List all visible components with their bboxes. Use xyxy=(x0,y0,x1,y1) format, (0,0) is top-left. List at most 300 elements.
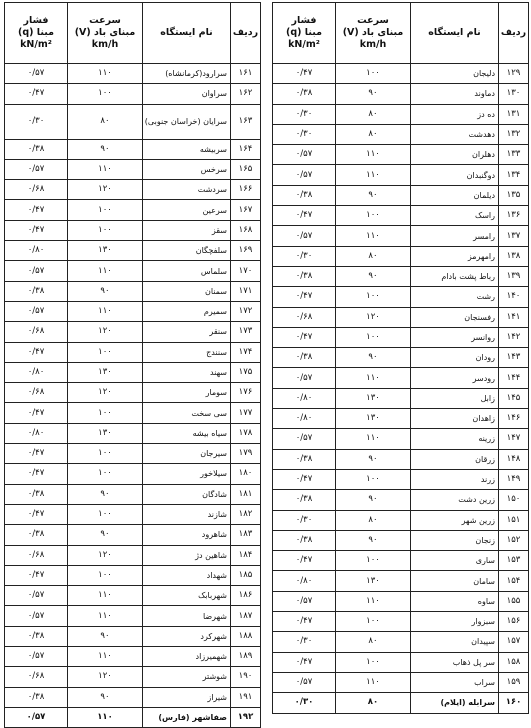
cell-radif: ۱۷۵ xyxy=(231,362,261,382)
cell-speed: ۱۱۰ xyxy=(68,647,143,667)
cell-pressure: ۰/۵۷ xyxy=(273,368,336,388)
header-pressure-line2: مبنا (q) xyxy=(285,27,322,38)
cell-speed: ۱۳۰ xyxy=(336,571,411,591)
table-row xyxy=(5,667,261,687)
cell-station: سیرجان xyxy=(143,444,231,464)
cell-station: زرند xyxy=(411,469,499,489)
cell-station: سبزوار xyxy=(411,612,499,632)
cell-speed: ۹۰ xyxy=(68,626,143,646)
cell-speed: ۱۱۰ xyxy=(68,64,143,84)
cell-station: سراوان xyxy=(143,84,231,104)
cell-station: روانسر xyxy=(411,327,499,347)
table-row xyxy=(273,652,529,672)
cell-station: سیاه بیشه xyxy=(143,423,231,443)
table-row xyxy=(5,586,261,606)
cell-pressure: ۰/۴۷ xyxy=(273,612,336,632)
cell-radif: ۱۴۵ xyxy=(499,388,529,408)
cell-speed: ۱۲۰ xyxy=(68,322,143,342)
cell-radif: ۱۷۴ xyxy=(231,342,261,362)
cell-radif: ۱۵۵ xyxy=(499,591,529,611)
cell-station: سهند xyxy=(143,362,231,382)
cell-pressure: ۰/۵۷ xyxy=(273,591,336,611)
cell-radif: ۱۵۸ xyxy=(499,652,529,672)
cell-station: سرعین xyxy=(143,200,231,220)
table-row xyxy=(273,632,529,652)
cell-speed: ۹۰ xyxy=(336,530,411,550)
cell-speed: ۹۰ xyxy=(336,266,411,286)
header-pressure-unit: kN/m² xyxy=(20,39,52,50)
cell-speed: ۱۰۰ xyxy=(68,464,143,484)
table-row xyxy=(5,383,261,403)
cell-speed: ۱۰۰ xyxy=(68,444,143,464)
cell-radif: ۱۵۶ xyxy=(499,612,529,632)
cell-radif: ۱۶۵ xyxy=(231,159,261,179)
cell-station: زرینه xyxy=(411,429,499,449)
cell-speed: ۱۲۰ xyxy=(336,307,411,327)
header-pressure-line1: فشار xyxy=(291,15,317,26)
table-row xyxy=(273,368,529,388)
table-row xyxy=(5,322,261,342)
cell-speed: ۹۰ xyxy=(336,84,411,104)
table-row xyxy=(5,342,261,362)
cell-radif: ۱۳۸ xyxy=(499,246,529,266)
cell-radif: ۱۴۹ xyxy=(499,469,529,489)
table-row xyxy=(5,403,261,423)
cell-pressure: ۰/۳۸ xyxy=(273,266,336,286)
cell-station: صفاشهر (فارس) xyxy=(143,707,231,727)
cell-pressure: ۰/۴۷ xyxy=(5,444,68,464)
cell-pressure: ۰/۳۸ xyxy=(273,490,336,510)
cell-station: سردشت xyxy=(143,180,231,200)
cell-radif: ۱۴۳ xyxy=(499,348,529,368)
cell-pressure: ۰/۵۷ xyxy=(5,606,68,626)
cell-pressure: ۰/۳۰ xyxy=(273,246,336,266)
table-row xyxy=(5,626,261,646)
cell-station: شهربابک xyxy=(143,586,231,606)
cell-radif: ۱۳۱ xyxy=(499,104,529,124)
cell-speed: ۱۱۰ xyxy=(68,159,143,179)
cell-pressure: ۰/۶۸ xyxy=(273,307,336,327)
header-pressure xyxy=(5,3,68,64)
cell-station: سی سخت xyxy=(143,403,231,423)
table-row xyxy=(273,124,529,144)
cell-station: سرارود(کرمانشاه) xyxy=(143,64,231,84)
table-header-row xyxy=(5,3,261,64)
cell-pressure: ۰/۴۷ xyxy=(273,551,336,571)
cell-speed: ۸۰ xyxy=(68,104,143,139)
wind-table-right xyxy=(272,2,529,714)
cell-pressure: ۰/۴۷ xyxy=(5,220,68,240)
cell-station: سنندج xyxy=(143,342,231,362)
cell-speed: ۸۰ xyxy=(336,246,411,266)
cell-pressure: ۰/۳۸ xyxy=(5,139,68,159)
cell-pressure: ۰/۳۸ xyxy=(273,84,336,104)
cell-station: رودسر xyxy=(411,368,499,388)
cell-pressure: ۰/۳۰ xyxy=(273,104,336,124)
cell-pressure: ۰/۳۸ xyxy=(5,525,68,545)
table-row xyxy=(273,206,529,226)
table-row xyxy=(5,423,261,443)
table-row xyxy=(273,348,529,368)
table-row xyxy=(5,220,261,240)
cell-pressure: ۰/۵۷ xyxy=(5,159,68,179)
cell-pressure: ۰/۴۷ xyxy=(273,206,336,226)
cell-speed: ۱۲۰ xyxy=(68,667,143,687)
cell-radif: ۱۸۷ xyxy=(231,606,261,626)
cell-pressure: ۰/۳۰ xyxy=(273,632,336,652)
table-row xyxy=(5,525,261,545)
cell-pressure: ۰/۵۷ xyxy=(273,165,336,185)
cell-pressure: ۰/۳۸ xyxy=(5,281,68,301)
cell-station: سامان xyxy=(411,571,499,591)
cell-station: شوشتر xyxy=(143,667,231,687)
cell-pressure: ۰/۳۰ xyxy=(273,124,336,144)
table-row xyxy=(273,490,529,510)
cell-radif: ۱۸۳ xyxy=(231,525,261,545)
cell-pressure: ۰/۶۸ xyxy=(5,180,68,200)
table-row xyxy=(273,307,529,327)
cell-speed: ۸۰ xyxy=(336,632,411,652)
cell-radif: ۱۴۴ xyxy=(499,368,529,388)
cell-pressure: ۰/۶۸ xyxy=(5,383,68,403)
cell-radif: ۱۸۶ xyxy=(231,586,261,606)
cell-radif: ۱۸۹ xyxy=(231,647,261,667)
cell-station: شاهین دژ xyxy=(143,545,231,565)
table-row xyxy=(273,388,529,408)
cell-radif: ۱۵۹ xyxy=(499,672,529,692)
cell-pressure: ۰/۸۰ xyxy=(5,362,68,382)
cell-speed: ۱۱۰ xyxy=(68,606,143,626)
cell-station: زرین دشت xyxy=(411,490,499,510)
cell-radif: ۱۸۵ xyxy=(231,565,261,585)
table-row xyxy=(5,687,261,707)
table-row xyxy=(273,429,529,449)
cell-station: شهداد xyxy=(143,565,231,585)
cell-pressure: ۰/۸۰ xyxy=(5,241,68,261)
table-row xyxy=(5,180,261,200)
header-speed xyxy=(336,3,411,64)
cell-speed: ۱۱۰ xyxy=(336,672,411,692)
cell-speed: ۱۱۰ xyxy=(68,301,143,321)
cell-radif: ۱۳۳ xyxy=(499,145,529,165)
cell-radif: ۱۳۴ xyxy=(499,165,529,185)
cell-pressure: ۰/۴۷ xyxy=(5,200,68,220)
cell-radif: ۱۳۰ xyxy=(499,84,529,104)
cell-pressure: ۰/۳۸ xyxy=(5,484,68,504)
cell-pressure: ۰/۴۷ xyxy=(5,565,68,585)
cell-station: رامهرمز xyxy=(411,246,499,266)
cell-radif: ۱۷۲ xyxy=(231,301,261,321)
cell-radif: ۱۹۲ xyxy=(231,707,261,727)
cell-radif: ۱۵۲ xyxy=(499,530,529,550)
cell-station: سلفچگان xyxy=(143,241,231,261)
cell-pressure: ۰/۶۸ xyxy=(5,667,68,687)
cell-station: زابل xyxy=(411,388,499,408)
table-row xyxy=(273,185,529,205)
cell-station: رشت xyxy=(411,287,499,307)
cell-pressure: ۰/۳۸ xyxy=(5,626,68,646)
cell-speed: ۱۰۰ xyxy=(336,612,411,632)
cell-speed: ۱۱۰ xyxy=(336,429,411,449)
cell-pressure: ۰/۴۷ xyxy=(5,464,68,484)
table-row xyxy=(273,530,529,550)
table-row xyxy=(273,510,529,530)
cell-station: سر پل ذهاب xyxy=(411,652,499,672)
header-speed-line1: سرعت xyxy=(89,15,121,26)
cell-speed: ۱۱۰ xyxy=(336,145,411,165)
cell-speed: ۱۱۰ xyxy=(336,165,411,185)
cell-pressure: ۰/۴۷ xyxy=(273,327,336,347)
table-row xyxy=(5,504,261,524)
cell-station: رودان xyxy=(411,348,499,368)
cell-pressure: ۰/۵۷ xyxy=(5,707,68,727)
cell-station: راسک xyxy=(411,206,499,226)
cell-pressure: ۰/۶۸ xyxy=(5,322,68,342)
cell-pressure: ۰/۴۷ xyxy=(273,64,336,84)
header-pressure-unit: kN/m² xyxy=(288,39,320,50)
table-row xyxy=(273,551,529,571)
header-radif: ردیف xyxy=(231,3,261,64)
wind-table-left xyxy=(4,2,261,728)
table-row xyxy=(5,64,261,84)
cell-pressure: ۰/۴۷ xyxy=(5,504,68,524)
cell-speed: ۹۰ xyxy=(336,449,411,469)
table-row xyxy=(5,241,261,261)
cell-station: دیلمان xyxy=(411,185,499,205)
cell-speed: ۱۰۰ xyxy=(336,287,411,307)
cell-pressure: ۰/۵۷ xyxy=(5,647,68,667)
cell-station: سرابله (ایلام) xyxy=(411,693,499,713)
cell-speed: ۱۰۰ xyxy=(336,551,411,571)
table-row xyxy=(273,469,529,489)
header-station: نام ایستگاه xyxy=(411,3,499,64)
cell-speed: ۱۰۰ xyxy=(336,469,411,489)
cell-radif: ۱۴۶ xyxy=(499,409,529,429)
cell-pressure: ۰/۳۰ xyxy=(273,510,336,530)
cell-radif: ۱۹۱ xyxy=(231,687,261,707)
cell-station: شهرکرد xyxy=(143,626,231,646)
cell-radif: ۱۳۲ xyxy=(499,124,529,144)
cell-speed: ۱۰۰ xyxy=(68,220,143,240)
cell-station: شادگان xyxy=(143,484,231,504)
cell-pressure: ۰/۸۰ xyxy=(273,388,336,408)
table-row xyxy=(273,287,529,307)
cell-speed: ۹۰ xyxy=(336,185,411,205)
cell-speed: ۱۰۰ xyxy=(68,565,143,585)
table-row xyxy=(5,281,261,301)
cell-radif: ۱۵۰ xyxy=(499,490,529,510)
cell-radif: ۱۳۶ xyxy=(499,206,529,226)
table-header-row xyxy=(273,3,529,64)
cell-station: شهمیرزاد xyxy=(143,647,231,667)
cell-pressure: ۰/۳۰ xyxy=(5,104,68,139)
cell-speed: ۱۰۰ xyxy=(336,64,411,84)
cell-radif: ۱۳۷ xyxy=(499,226,529,246)
cell-station: سربیشه xyxy=(143,139,231,159)
cell-radif: ۱۴۷ xyxy=(499,429,529,449)
cell-pressure: ۰/۴۷ xyxy=(5,403,68,423)
table-row xyxy=(273,327,529,347)
cell-radif: ۱۷۹ xyxy=(231,444,261,464)
cell-speed: ۹۰ xyxy=(68,525,143,545)
cell-station: دماوند xyxy=(411,84,499,104)
cell-station: شازند xyxy=(143,504,231,524)
cell-pressure: ۰/۴۷ xyxy=(273,469,336,489)
table-row xyxy=(5,104,261,139)
table-row xyxy=(273,612,529,632)
cell-pressure: ۰/۵۷ xyxy=(273,226,336,246)
cell-radif: ۱۷۰ xyxy=(231,261,261,281)
cell-radif: ۱۵۱ xyxy=(499,510,529,530)
header-radif: ردیف xyxy=(499,3,529,64)
cell-pressure: ۰/۵۷ xyxy=(273,672,336,692)
cell-radif: ۱۶۹ xyxy=(231,241,261,261)
table-row xyxy=(273,409,529,429)
cell-station: سلماس xyxy=(143,261,231,281)
cell-speed: ۱۱۰ xyxy=(68,586,143,606)
cell-station: زاهدان xyxy=(411,409,499,429)
cell-radif: ۱۴۸ xyxy=(499,449,529,469)
header-speed-line2: مبنای باد (V) xyxy=(342,27,404,38)
cell-speed: ۸۰ xyxy=(336,693,411,713)
table-row xyxy=(5,159,261,179)
cell-radif: ۱۷۱ xyxy=(231,281,261,301)
cell-station: سرایان (خراسان جنوبی) xyxy=(143,104,231,139)
cell-speed: ۹۰ xyxy=(336,348,411,368)
cell-speed: ۱۰۰ xyxy=(68,84,143,104)
table-row xyxy=(273,145,529,165)
cell-speed: ۱۲۰ xyxy=(68,545,143,565)
table-row xyxy=(5,484,261,504)
cell-radif: ۱۶۷ xyxy=(231,200,261,220)
table-row xyxy=(5,545,261,565)
table-row xyxy=(273,591,529,611)
cell-pressure: ۰/۳۸ xyxy=(273,185,336,205)
cell-station: شیراز xyxy=(143,687,231,707)
header-pressure-line2: مبنا (q) xyxy=(17,27,54,38)
cell-speed: ۹۰ xyxy=(68,687,143,707)
table-row xyxy=(5,565,261,585)
cell-speed: ۱۱۰ xyxy=(336,368,411,388)
cell-radif: ۱۴۲ xyxy=(499,327,529,347)
cell-pressure: ۰/۵۷ xyxy=(5,64,68,84)
cell-speed: ۱۱۰ xyxy=(336,226,411,246)
cell-station: رباط پشت بادام xyxy=(411,266,499,286)
cell-pressure: ۰/۳۸ xyxy=(273,348,336,368)
table-row xyxy=(5,647,261,667)
cell-radif: ۱۶۰ xyxy=(499,693,529,713)
cell-station: سیلاخور xyxy=(143,464,231,484)
cell-radif: ۱۸۲ xyxy=(231,504,261,524)
cell-speed: ۱۰۰ xyxy=(68,200,143,220)
cell-radif: ۱۴۰ xyxy=(499,287,529,307)
cell-speed: ۱۲۰ xyxy=(68,383,143,403)
cell-speed: ۱۰۰ xyxy=(68,403,143,423)
cell-station: شهرضا xyxy=(143,606,231,626)
cell-speed: ۱۳۰ xyxy=(68,423,143,443)
table-row xyxy=(273,226,529,246)
cell-speed: ۱۰۰ xyxy=(336,652,411,672)
cell-station: رفسنجان xyxy=(411,307,499,327)
header-pressure-line1: فشار xyxy=(23,15,49,26)
header-speed-line1: سرعت xyxy=(357,15,389,26)
cell-speed: ۱۱۰ xyxy=(336,591,411,611)
cell-station: زرین شهر xyxy=(411,510,499,530)
table-row xyxy=(5,261,261,281)
cell-radif: ۱۹۰ xyxy=(231,667,261,687)
cell-radif: ۱۶۸ xyxy=(231,220,261,240)
cell-station: سقز xyxy=(143,220,231,240)
cell-pressure: ۰/۳۸ xyxy=(5,687,68,707)
table-row xyxy=(273,672,529,692)
cell-station: زرقان xyxy=(411,449,499,469)
cell-speed: ۱۰۰ xyxy=(336,327,411,347)
header-speed-line2: مبنای باد (V) xyxy=(74,27,136,38)
cell-station: سومار xyxy=(143,383,231,403)
table-row xyxy=(5,444,261,464)
cell-station: دوگنبدان xyxy=(411,165,499,185)
header-speed-unit: km/h xyxy=(359,39,387,50)
cell-radif: ۱۶۳ xyxy=(231,104,261,139)
cell-speed: ۱۳۰ xyxy=(68,362,143,382)
cell-speed: ۸۰ xyxy=(336,124,411,144)
cell-station: رامسر xyxy=(411,226,499,246)
cell-radif: ۱۸۱ xyxy=(231,484,261,504)
cell-station: سرخس xyxy=(143,159,231,179)
cell-radif: ۱۸۰ xyxy=(231,464,261,484)
table-row xyxy=(5,362,261,382)
cell-speed: ۹۰ xyxy=(68,281,143,301)
cell-pressure: ۰/۳۰ xyxy=(273,693,336,713)
table-row xyxy=(273,266,529,286)
cell-station: ساری xyxy=(411,551,499,571)
cell-speed: ۹۰ xyxy=(68,139,143,159)
cell-station: شاهرود xyxy=(143,525,231,545)
header-station: نام ایستگاه xyxy=(143,3,231,64)
cell-speed: ۱۰۰ xyxy=(336,206,411,226)
cell-speed: ۱۳۰ xyxy=(336,388,411,408)
cell-radif: ۱۸۸ xyxy=(231,626,261,646)
cell-radif: ۱۷۶ xyxy=(231,383,261,403)
header-pressure xyxy=(273,3,336,64)
cell-station: ساوه xyxy=(411,591,499,611)
table-row xyxy=(5,464,261,484)
cell-speed: ۱۱۰ xyxy=(68,707,143,727)
cell-pressure: ۰/۸۰ xyxy=(273,409,336,429)
cell-radif: ۱۵۳ xyxy=(499,551,529,571)
cell-radif: ۱۵۴ xyxy=(499,571,529,591)
cell-speed: ۹۰ xyxy=(336,490,411,510)
cell-station: دلیجان xyxy=(411,64,499,84)
table-row xyxy=(5,139,261,159)
cell-radif: ۱۶۴ xyxy=(231,139,261,159)
cell-pressure: ۰/۴۷ xyxy=(273,652,336,672)
header-speed-unit: km/h xyxy=(91,39,119,50)
cell-pressure: ۰/۳۸ xyxy=(273,530,336,550)
table-row xyxy=(273,64,529,84)
cell-station: سپیدان xyxy=(411,632,499,652)
cell-station: سمیرم xyxy=(143,301,231,321)
cell-pressure: ۰/۵۷ xyxy=(273,145,336,165)
cell-speed: ۹۰ xyxy=(68,484,143,504)
cell-radif: ۱۴۱ xyxy=(499,307,529,327)
table-row xyxy=(273,165,529,185)
cell-radif: ۱۳۵ xyxy=(499,185,529,205)
cell-radif: ۱۷۸ xyxy=(231,423,261,443)
cell-pressure: ۰/۵۷ xyxy=(5,261,68,281)
cell-radif: ۱۷۷ xyxy=(231,403,261,423)
cell-station: زنجان xyxy=(411,530,499,550)
